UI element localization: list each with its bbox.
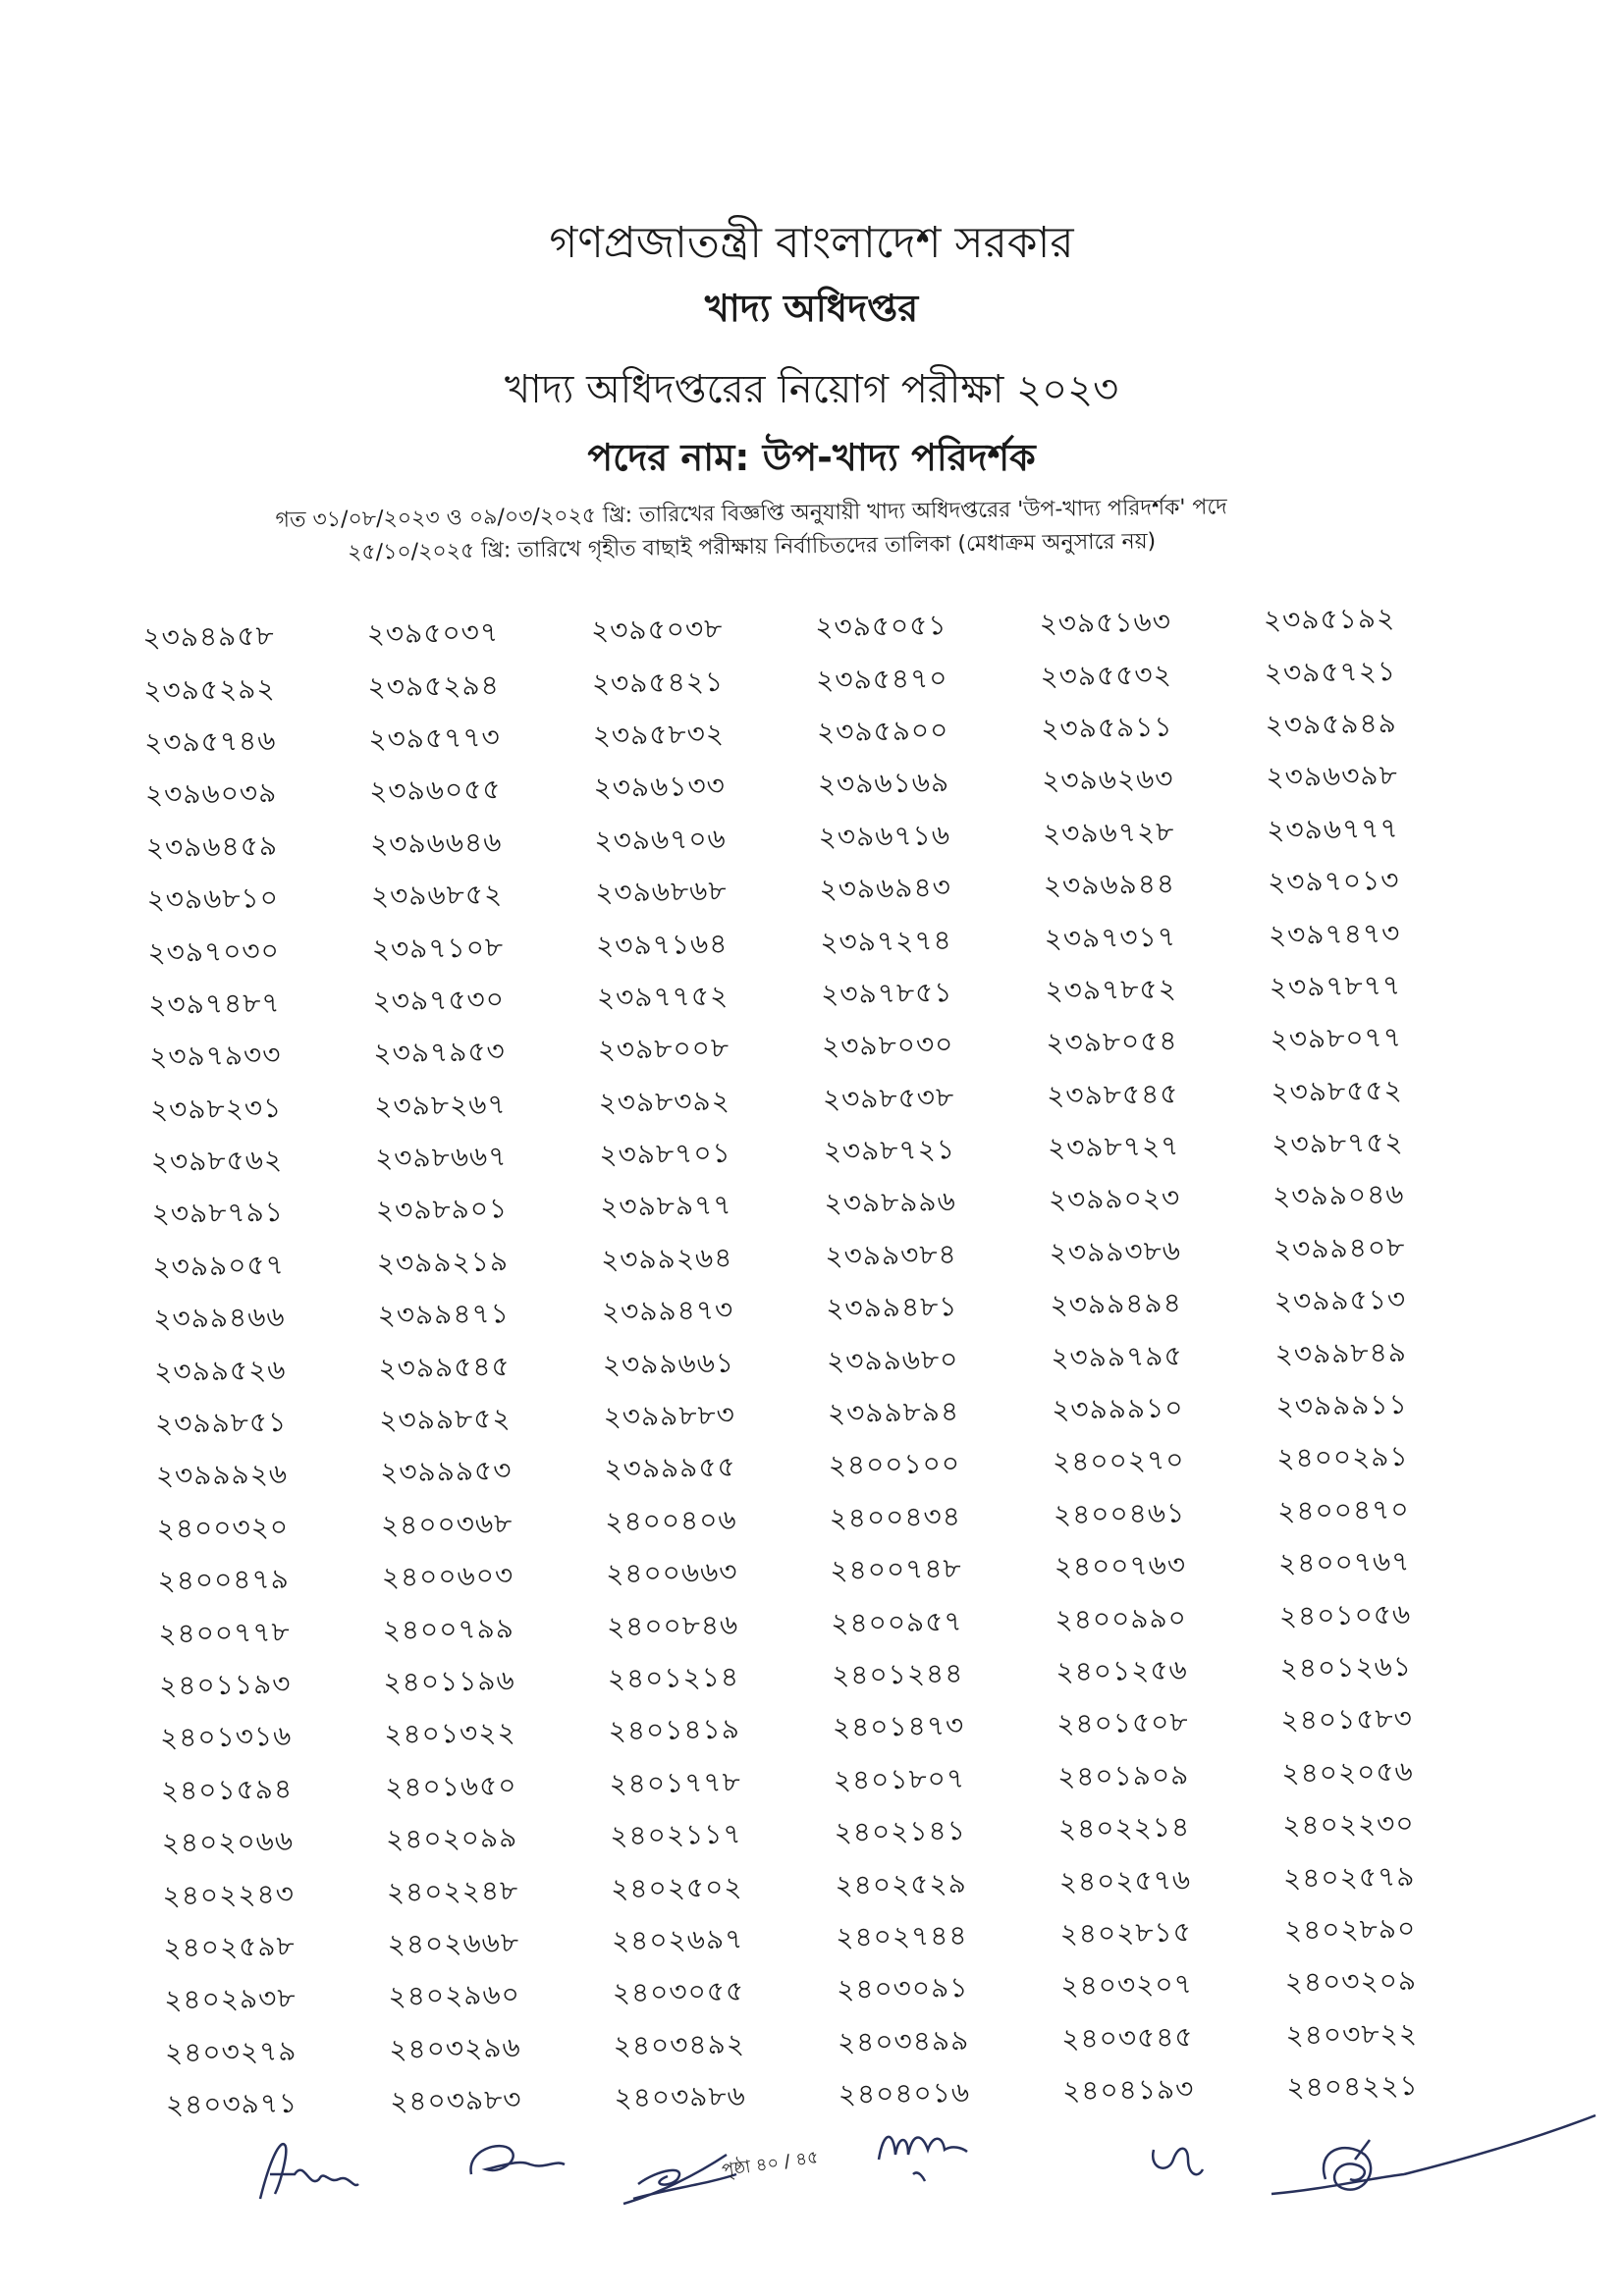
roll-number-cell: ২৩৯৭১৬৪ <box>595 927 729 962</box>
roll-number-cell: ২৪০২৭৪৪ <box>835 1918 968 1954</box>
roll-number-cell: ২৪০০৯৫৭ <box>830 1604 963 1639</box>
roll-number-cell: ২৪০২৫২৯ <box>835 1866 968 1901</box>
roll-number-cell: ২৩৯৫৯১১ <box>1041 710 1173 745</box>
roll-number-cell: ২৩৯৯৯২৬ <box>155 1458 289 1493</box>
roll-number-cell: ২৩৯৮৯৭৭ <box>599 1189 732 1224</box>
roll-number-cell: ২৩৯৭৯৫৩ <box>373 1035 506 1070</box>
roll-number-cell: ২৩৯৫৭৪৬ <box>143 723 277 759</box>
roll-number-cell: ২৩৯৫৪২১ <box>591 665 725 700</box>
roll-number-cell: ২৪০৩৯৮৬ <box>614 2079 747 2114</box>
roll-number-cell: ২৩৯৭০১৩ <box>1267 864 1400 899</box>
roll-number-cell: ২৩৯৬০৩৯ <box>144 776 278 812</box>
roll-number-cell: ২৩৯৫৯০০ <box>816 714 949 749</box>
roll-number-cell: ২৪০১৩২২ <box>384 1716 516 1751</box>
roll-number-cell: ২৪০৩২৭৯ <box>164 2034 298 2069</box>
roll-number-cell: ২৪০০৪৭৯ <box>157 1562 291 1598</box>
roll-number-cell: ২৪০১৪৭৩ <box>832 1709 965 1744</box>
roll-number-cell: ২৩৯৯৬৬১ <box>602 1346 735 1381</box>
roll-number-cell: ২৩৯৫৮৩২ <box>592 717 726 752</box>
roll-number-cell: ২৩৯৮৫৫২ <box>1271 1073 1403 1108</box>
roll-number-cell: ২৪০১৫০৮ <box>1055 1705 1189 1740</box>
roll-number-cell: ২৪০০৭৯৯ <box>382 1611 515 1646</box>
roll-number-cell: ২৪০০৬০৩ <box>381 1559 514 1594</box>
roll-number-cell: ২৪০১১৯৬ <box>383 1664 515 1699</box>
roll-number-cell: ২৩৯৮০৭৭ <box>1270 1021 1403 1056</box>
roll-number-cell: ২৪০১৪১৯ <box>608 1712 741 1748</box>
roll-number-cell: ২৪০০৭৭৮ <box>158 1615 291 1650</box>
roll-number-cell: ২৩৯৮৭৫২ <box>1271 1125 1404 1161</box>
roll-number-cell: ২৪০৩৪৯২ <box>613 2027 746 2062</box>
roll-number-cell: ২৪০৩০৫৫ <box>612 1974 745 2009</box>
roll-number-cell: ২৩৯৮০০৮ <box>597 1031 730 1067</box>
roll-number-cell: ২৪০১২১৪ <box>607 1660 740 1695</box>
roll-number-cell: ২৩৯৫১৬৩ <box>1039 605 1172 640</box>
roll-number-cell: ২৩৯৬৭০৬ <box>594 822 727 857</box>
roll-number-cell: ২৩৯৫১৯২ <box>1263 602 1396 637</box>
roll-number-cell: ২৪০১০৫৬ <box>1278 1597 1412 1632</box>
post-name: পদের নাম: উপ-খাদ্য পরিদর্শক <box>587 436 1036 479</box>
roll-number-cell: ২৩৯৫৫৩২ <box>1040 658 1173 693</box>
roll-number-cell: ২৩৯৬৬৪৬ <box>369 826 503 861</box>
roll-number-cell: ২৩৯৯৪৭১ <box>377 1297 511 1332</box>
roll-number-cell: ২৪০৩৮২২ <box>1285 2016 1419 2052</box>
roll-number-cell: ২৪০১২৬১ <box>1279 1649 1413 1684</box>
roll-number-cell: ২৪০০৭৪৮ <box>830 1552 962 1587</box>
roll-number-cell: ২৪০২১১৭ <box>610 1817 742 1852</box>
roll-number-cell: ২৩৯৭১০৮ <box>371 930 505 965</box>
roll-number-cell: ২৩৯৯৯১১ <box>1275 1387 1408 1423</box>
roll-number-cell: ২৩৯৮৫৩৮ <box>822 1080 955 1115</box>
roll-number-cell: ২৩৯৭৮৫১ <box>820 976 953 1011</box>
roll-number-cell: ২৪০২৬৯৭ <box>611 1922 744 1957</box>
roll-number-cell: ২৩৯৯৭৯৫ <box>1051 1339 1183 1374</box>
roll-number-cell: ২৩৯৯২৬৪ <box>600 1241 733 1276</box>
roll-number-cell: ২৩৯৮৭০১ <box>599 1136 731 1171</box>
roll-number-cell: ২৩৯৯৫২৬ <box>153 1353 287 1388</box>
roll-number-cell: ২৩৯৭২৭৪ <box>820 923 952 958</box>
roll-number-cell: ২৩৯৯৮৫২ <box>379 1402 512 1437</box>
signature-1 <box>255 2130 363 2209</box>
roll-number-cell: ২৪০৪২২১ <box>1286 2068 1419 2105</box>
roll-number-cell: ২৪০১৮০৭ <box>833 1761 966 1796</box>
roll-number-cell: ২৩৯৮০৩০ <box>821 1028 954 1063</box>
roll-number-cell: ২৪০১২৫৬ <box>1055 1653 1188 1688</box>
roll-number-cell: ২৩৯৯৫৪৫ <box>378 1349 511 1384</box>
roll-number-cell: ২৪০০৪৩৪ <box>829 1499 962 1534</box>
department-title: খাদ্য অধিদপ্তর <box>704 287 919 330</box>
signature-5 <box>1144 2130 1213 2189</box>
roll-number-cell: ২৩৯৭৮৭৭ <box>1269 968 1402 1003</box>
roll-number-cell: ২৪০১৭৭৮ <box>609 1765 742 1800</box>
roll-number-cell: ২৩৯৫৪৭০ <box>815 661 948 696</box>
roll-number-cell: ২৩৯৮৩৯২ <box>598 1084 731 1119</box>
roll-number-cell: ২৪০০২৭০ <box>1052 1443 1185 1478</box>
roll-number-cell: ২৩৯৮৬৬৭ <box>374 1140 508 1175</box>
page-number: পৃষ্ঠা ৪০ / ৪৫ <box>720 2147 820 2181</box>
roll-number-cell: ২৩৯৮২৬৭ <box>373 1087 507 1123</box>
roll-number-cell: ২৩৯৯৪০৮ <box>1272 1230 1406 1265</box>
roll-number-cell: ২৩৯৬৯৪৪ <box>1043 867 1176 902</box>
roll-number-cell: ২৩৯৯০২৩ <box>1048 1181 1181 1217</box>
roll-number-cell: ২৩৯৯৪৯৪ <box>1050 1286 1182 1321</box>
signature-4 <box>874 2120 972 2189</box>
roll-number-cell: ২৩৯৮২৩১ <box>149 1091 283 1126</box>
roll-number-cell: ২৪০২০৯৯ <box>385 1821 518 1856</box>
roll-number-cell: ২৪০২৬৬৮ <box>387 1926 520 1961</box>
roll-number-cell: ২৪০২৯৩৮ <box>163 1982 297 2017</box>
roll-number-cell: ২৪০২২১৪ <box>1057 1810 1191 1845</box>
roll-number-cell: ২৪০২২৪৩ <box>162 1877 296 1912</box>
roll-number-cell: ২৪০০২৯১ <box>1276 1440 1409 1475</box>
roll-number-cell: ২৪০০৪০৬ <box>604 1503 737 1538</box>
roll-number-cell: ২৩৯৯৮৮৩ <box>603 1398 736 1433</box>
roll-number-cell: ২৪০৪১৯৩ <box>1061 2072 1195 2108</box>
roll-number-cell: ২৩৯৭৪৭৩ <box>1268 916 1401 951</box>
roll-number-cell: ২৩৯৯৮৫১ <box>154 1405 288 1440</box>
roll-number-cell: ২৪০৩৯৭১ <box>165 2086 298 2121</box>
roll-number-cell: ২৪০০৭৬৩ <box>1054 1548 1187 1583</box>
roll-number-cell: ২৩৯৬৭৭৭ <box>1266 811 1399 846</box>
roll-number-cell: ২৩৯৯৬৮০ <box>826 1342 959 1377</box>
roll-number-cell: ২৪০৩৪৯৯ <box>837 2023 970 2058</box>
notice-line-1: গত ৩১/০৮/২০২৩ ও ০৯/০৩/২০২৫ খ্রি: তারিখের বিজ্ঞপ্তি অনুযায়ী খাদ্য অধিদপ্তরের 'উপ-খাদ্য পরিদর্শক' পদে <box>275 495 1227 533</box>
signature-row <box>236 2110 1600 2248</box>
roll-number-cell: ২৪০৪০১৬ <box>838 2076 971 2111</box>
roll-number-cell: ২৩৯৯৮৯৪ <box>827 1395 960 1430</box>
roll-number-cell: ২৪০২২৪৮ <box>386 1873 519 1908</box>
roll-number-cell: ২৩৯৫০৩৮ <box>590 612 724 648</box>
roll-number-grid <box>142 592 1511 2133</box>
roll-number-cell: ২৩৯৮০৫৪ <box>1046 1024 1178 1059</box>
roll-number-cell: ২৩৯৬০৫৫ <box>368 773 502 808</box>
roll-number-cell: ২৩৯৬৭১৬ <box>818 818 951 853</box>
roll-number-cell: ২৩৯৫২৯২ <box>142 671 276 707</box>
roll-number-cell: ২৪০১৫৮৩ <box>1280 1702 1414 1737</box>
roll-number-cell: ২৪০০৭৬৭ <box>1277 1545 1411 1580</box>
roll-number-cell: ২৪০৩২০৯ <box>1284 1964 1418 2000</box>
roll-number-cell: ২৪০২৫০২ <box>610 1870 743 1905</box>
roll-number-cell: ২৩৯৫২৯৪ <box>367 667 501 703</box>
roll-number-cell: ২৪০৩২৯৬ <box>389 2030 521 2065</box>
signature-2 <box>461 2130 569 2199</box>
roll-number-cell: ২৪০৩৫৪৫ <box>1060 2020 1194 2056</box>
roll-number-cell: ২৩৯৫৯৪৯ <box>1265 706 1398 742</box>
roll-number-cell: ২৪০২০৬৬ <box>161 1824 295 1860</box>
roll-number-cell: ২৩৯৭৩১৭ <box>1044 920 1177 955</box>
roll-number-cell: ২৩৯৯৯৫৩ <box>379 1454 513 1489</box>
govt-title: গণপ্রজাতন্ত্রী বাংলাদেশ সরকার <box>549 218 1074 268</box>
roll-number-cell: ২৪০২০৫৬ <box>1281 1754 1414 1789</box>
roll-number-cell: ২৩৯৯৯৫৫ <box>604 1451 736 1486</box>
roll-number-cell: ২৪০০৪৬১ <box>1053 1496 1186 1531</box>
roll-number-cell: ২৪০০৬৬৩ <box>605 1555 738 1590</box>
roll-number-cell: ২৪০৩০৯১ <box>836 1971 969 2006</box>
roll-number-cell: ২৪০২৮১৫ <box>1059 1915 1193 1950</box>
roll-number-cell: ২৪০২১৪১ <box>834 1814 967 1849</box>
roll-number-cell: ২৩৯৪৯৫৮ <box>142 619 275 655</box>
roll-number-cell: ২৪০১৯০৯ <box>1056 1758 1190 1793</box>
roll-number-cell: ২৩৯৯৮৪৯ <box>1274 1335 1408 1370</box>
roll-number-cell: ২৩৯৯৯১০ <box>1051 1391 1184 1426</box>
roll-number-cell: ২৩৯৯০৫৭ <box>152 1248 286 1283</box>
roll-number-cell: ২৩৯৯৩৮৪ <box>825 1237 957 1273</box>
roll-number-cell: ২৩৯৫০৩৭ <box>366 615 500 651</box>
roll-number-cell: ২৩৯৭৯৩৩ <box>148 1039 282 1074</box>
roll-number-cell: ২৪০২২৩০ <box>1281 1806 1415 1842</box>
roll-number-cell: ২৩৯৭৭৫২ <box>596 979 730 1014</box>
roll-number-cell: ২৩৯৯২১৯ <box>376 1245 510 1280</box>
roll-number-cell: ২৪০২৫৯৮ <box>163 1929 296 1964</box>
roll-number-cell: ২৪০১২৪৪ <box>831 1656 964 1692</box>
roll-number-cell: ২৪০৩২০৭ <box>1060 1967 1194 2002</box>
roll-number-cell: ২৩৯৬৯৪৩ <box>819 871 952 906</box>
roll-number-cell: ২৩৯৯৫১৩ <box>1273 1283 1407 1318</box>
roll-number-cell: ২৪০৩৯৮৩ <box>389 2083 522 2118</box>
roll-number-cell: ২৩৯৫০৫১ <box>815 609 947 644</box>
roll-number-cell: ২৩৯৮৭২৭ <box>1047 1129 1180 1164</box>
roll-number-cell: ২৩৯৬১৬৯ <box>817 766 950 801</box>
roll-number-cell: ২৩৯৯৪৬৬ <box>153 1301 286 1336</box>
roll-number-cell: ২৪০০৩২০ <box>156 1510 290 1545</box>
roll-number-cell: ২৩৯৬৩৯৮ <box>1266 759 1398 794</box>
notice-text <box>187 490 1317 572</box>
roll-number-cell: ২৪০১৩১৬ <box>159 1720 293 1755</box>
roll-number-cell: ২৩৯৭০৩০ <box>147 934 281 969</box>
exam-title: খাদ্য অধিদপ্তরের নিয়োগ পরীক্ষা ২০২৩ <box>504 367 1119 412</box>
roll-number-cell: ২৩৯৯০৪৬ <box>1271 1178 1405 1213</box>
roll-number-cell: ২৩৯৫৭২১ <box>1264 654 1397 689</box>
roll-number-cell: ২৪০০৮৪৬ <box>606 1608 739 1643</box>
roll-number-cell: ২৪০২৫৭৯ <box>1282 1859 1416 1895</box>
roll-number-cell: ২৩৯৬৮৫২ <box>370 878 504 913</box>
roll-number-cell: ২৪০০৯৯০ <box>1055 1601 1188 1636</box>
roll-number-cell: ২৪০০১০০ <box>828 1447 961 1482</box>
roll-number-cell: ২৩৯৫৭৭৩ <box>368 721 501 756</box>
roll-number-cell: ২৩৯৮৫৬২ <box>150 1143 284 1179</box>
roll-number-cell: ২৪০২৮৯০ <box>1283 1911 1417 1947</box>
roll-number-cell: ২৪০২৯৬০ <box>388 1978 521 2013</box>
roll-number-cell: ২৩৯৬৮১০ <box>146 881 280 917</box>
roll-number-cell: ২৩৯৯৪৮১ <box>825 1290 958 1325</box>
roll-number-cell: ২৪০০৩৬৮ <box>380 1507 514 1542</box>
roll-number-cell: ২৩৯৮৯৯৬ <box>824 1185 957 1220</box>
roll-number-cell: ২৩৯৭৮৫২ <box>1045 972 1178 1007</box>
roll-number-cell: ২৩৯৬১৩৩ <box>593 770 727 805</box>
notice-line-2: ২৫/১০/২০২৫ খ্রি: তারিখে গৃহীত বাছাই পরীক্ষায় নির্বাচিতদের তালিকা (মেধাক্রম অনুসারে নয়) <box>347 529 1157 565</box>
roll-number-cell: ২৪০১৬৫০ <box>384 1768 517 1804</box>
roll-number-cell: ২৩৯৬৮৬৮ <box>594 874 728 909</box>
roll-number-cell: ২৩৯৭৫৩০ <box>372 983 506 1018</box>
roll-number-cell: ২৩৯৬৪৫৯ <box>145 828 279 864</box>
roll-number-cell: ২৩৯৮৭২১ <box>823 1133 956 1168</box>
roll-number-cell: ২৪০১১৯৩ <box>158 1667 292 1702</box>
roll-number-cell: ২৪০০৪৭০ <box>1276 1492 1410 1527</box>
roll-number-cell: ২৩৯৬৭২৮ <box>1042 815 1175 850</box>
roll-number-cell: ২৪০২৫৭৬ <box>1058 1862 1192 1898</box>
roll-number-cell: ২৩৯৯৪৭৩ <box>601 1293 734 1329</box>
roll-number-cell: ২৩৯৮৯০১ <box>375 1192 509 1227</box>
roll-number-cell: ২৩৯৮৫৪৫ <box>1046 1077 1179 1112</box>
roll-number-cell: ২৩৯৬২৬৩ <box>1041 762 1174 797</box>
roll-number-cell: ২৩৯৭৪৮৭ <box>147 986 281 1021</box>
roll-number-cell: ২৩৯৯৩৮৬ <box>1049 1234 1182 1269</box>
roll-number-cell: ২৪০১৫৯৪ <box>160 1772 294 1807</box>
roll-number-cell: ২৩৯৮৭৯১ <box>151 1196 285 1231</box>
signature-6 <box>1267 2110 1600 2218</box>
